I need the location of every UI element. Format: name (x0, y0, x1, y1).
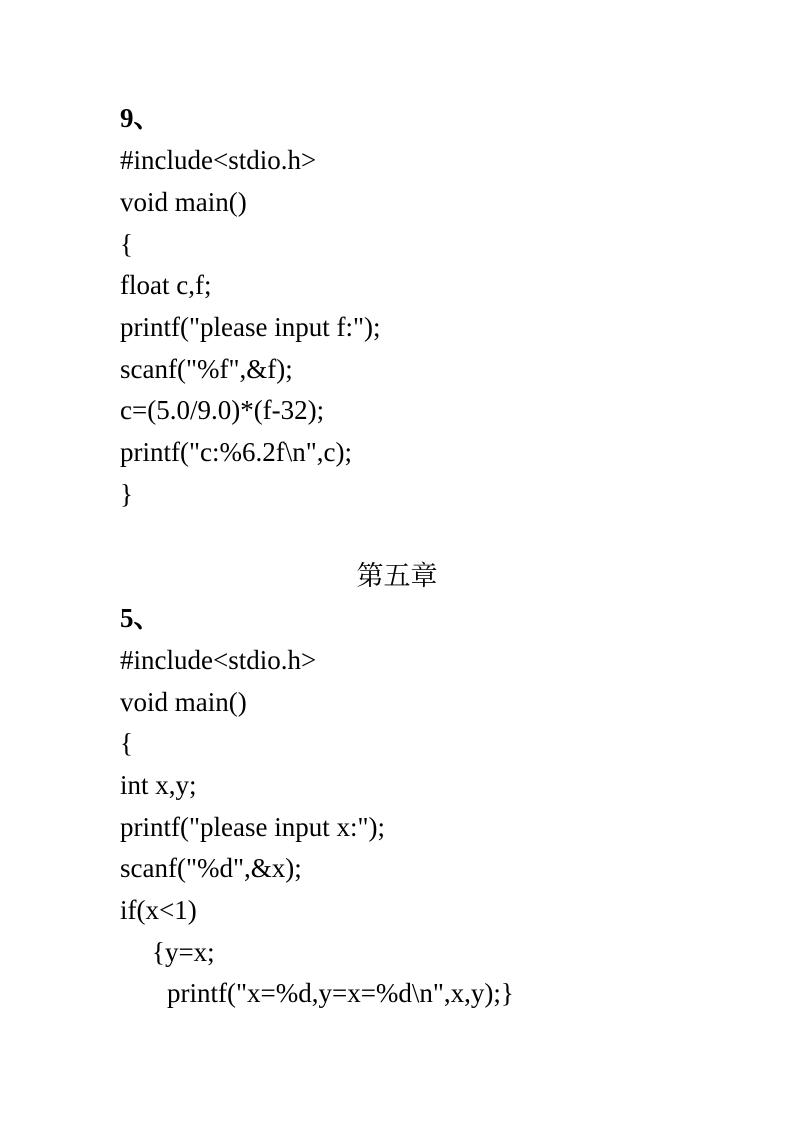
code-line: printf("c:%6.2f\n",c); (120, 437, 352, 467)
code-line: {y=x; (152, 937, 215, 967)
code-line: void main() (120, 687, 247, 717)
code-line: } (120, 479, 133, 509)
code-line: void main() (120, 187, 247, 217)
code-line: c=(5.0/9.0)*(f-32); (120, 395, 325, 425)
code-line: printf("please input x:"); (120, 812, 385, 842)
code-line: { (120, 229, 133, 259)
chapter-heading: 第五章 (356, 561, 438, 592)
exercise-number-5: 5、 (120, 603, 161, 633)
code-line: scanf("%f",&f); (120, 354, 293, 384)
code-line: int x,y; (120, 770, 197, 800)
code-line: printf("please input f:"); (120, 312, 381, 342)
code-line: #include<stdio.h> (120, 145, 317, 175)
exercise-number-9: 9、 (120, 103, 161, 133)
code-line: if(x<1) (120, 895, 197, 925)
code-line: printf("x=%d,y=x=%d\n",x,y);} (167, 978, 514, 1008)
code-line: #include<stdio.h> (120, 645, 317, 675)
code-line: float c,f; (120, 270, 212, 300)
code-line: scanf("%d",&x); (120, 853, 302, 883)
code-line: { (120, 728, 133, 758)
